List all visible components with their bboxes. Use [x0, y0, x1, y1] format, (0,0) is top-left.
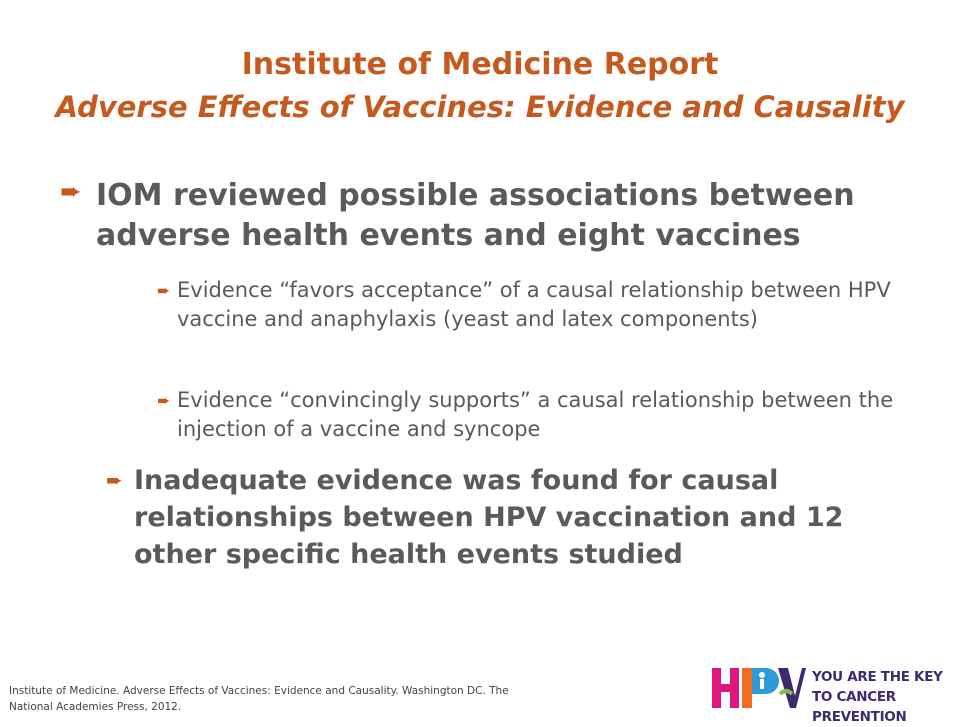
arrow-bullet-icon: ➨	[157, 281, 171, 300]
arrow-bullet-icon: ➨	[157, 391, 171, 410]
bullet-text: Evidence “convincingly supports” a causal relationship between the injection of a vaccine and syncope	[177, 388, 894, 441]
logo-tagline: YOU ARE THE KEY TO CANCER PREVENTION	[812, 669, 943, 725]
bullet-text: Inadequate evidence was found for causal relationships between HPV vaccination and 12 other specific health events studied	[134, 465, 844, 570]
bullet-level-1b	[106, 462, 914, 573]
bullet-level-2	[157, 386, 917, 444]
bullet-level-2	[157, 276, 917, 334]
bullet-text: Evidence “favors acceptance” of a causal relationship between HPV vaccine and anaphylaxis (yeast and latex components)	[177, 278, 891, 331]
hpv-campaign-logo	[712, 664, 947, 725]
arrow-bullet-icon: ➨	[60, 177, 82, 207]
title-line-1: Institute of Medicine Report	[241, 47, 719, 82]
arrow-bullet-icon: ➨	[106, 468, 123, 492]
bullet-text: IOM reviewed possible associations between adverse health events and eight vaccines	[96, 178, 855, 253]
citation-footer: Institute of Medicine. Adverse Effects of Vaccines: Evidence and Causality. Washington DC. The National Academies Press, 2012.	[9, 685, 509, 713]
slide-title	[0, 44, 960, 128]
hpv-logo-mark	[712, 664, 806, 710]
title-line-2: Adverse Effects of Vaccines: Evidence and Causality	[55, 90, 905, 124]
bullet-level-1	[60, 176, 956, 256]
